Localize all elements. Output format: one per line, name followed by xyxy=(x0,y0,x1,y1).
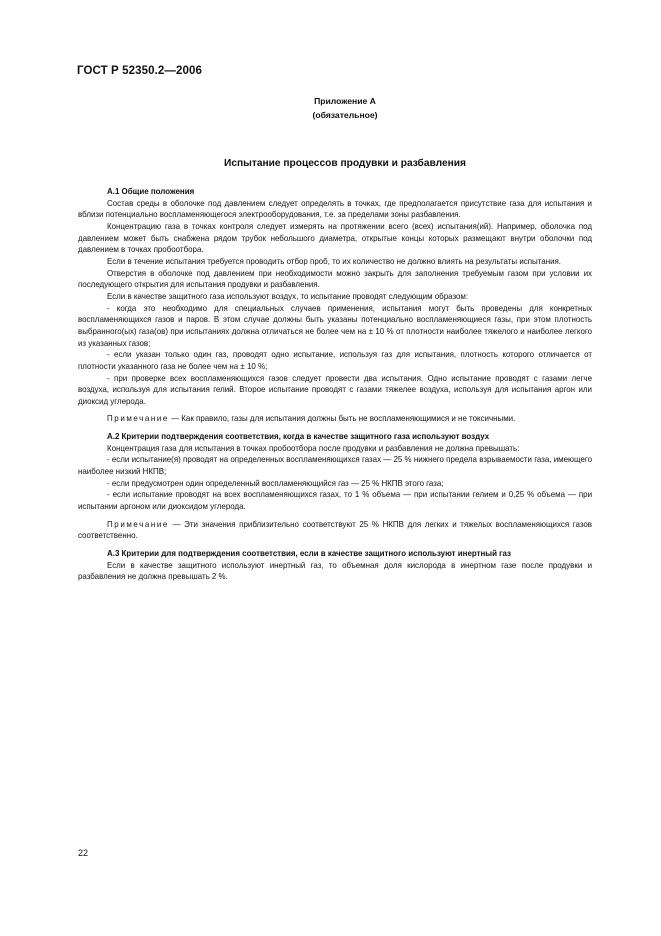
a1-paragraph: Состав среды в оболочке под давлением следует определять в точках, где предполагается присутствие газа для испытания и вблизи потенциально воспламеняющегося электрооборудования, т.е. за пределами зоны разбавления. xyxy=(78,198,592,220)
appendix-title: Приложение А xyxy=(314,96,376,106)
a2-list-item: - если испытание(я) проводят на определенных воспламеняющихся газах — 25 % нижнего предела взрываемости газа, имеющего наиболее низкий НКПВ; xyxy=(78,455,592,477)
a3-paragraph: Если в качестве защитного используют инертный газ, то объемная доля кислорода в инертном газе после продувки и разбавления не должна превышать 2 %. xyxy=(78,560,592,582)
appendix-status: (обязательное) xyxy=(312,110,378,120)
document-body xyxy=(78,186,592,583)
a1-list-item: - если указан только один газ, проводят одно испытание, используя газ для испытания, плотность которого отличается от плотности указанного газа не более чем на ± 10 %; xyxy=(78,350,592,371)
section-title: Испытание процессов продувки и разбавления xyxy=(224,158,466,169)
a1-paragraph: Концентрацию газа в точках контроля следует измерять на протяжении всего (всех) испытания(ий). Например, оболочка под давлением может быть снабжена рядом трубок небольшого диаметра, открытые концы которых размещают внутри оболочки под давлением в точках пробоотбора. xyxy=(78,221,592,255)
a2-list-item: - если испытание проводят на всех воспламеняющихся газах, то 1 % объема — при испытании гелием и 0,25 % объема — при испытании аргоном или диоксидом углерода. xyxy=(78,490,592,512)
a1-paragraph: Если в качестве защитного газа используют воздух, то испытание проводят следующим образом: xyxy=(107,291,469,301)
a1-note xyxy=(78,413,592,425)
a2-heading: А.2 Критерии подтверждения соответствия, когда в качестве защитного газа используют воздух xyxy=(107,432,490,442)
a1-paragraph: Если в течение испытания требуется проводить отбор проб, то их количество не должно влиять на результаты испытания. xyxy=(107,256,562,266)
appendix-heading xyxy=(200,94,490,122)
a1-list-item: - при проверке всех воспламеняющихся газов следует провести два испытания. Одно испытание проводят с газами легче воздуха, используя для испытания гелий. Второе испытание проводят с газами тяжелее воздуха, используя для испытания аргон или диоксид углерода. xyxy=(78,373,592,406)
a2-paragraph: Концентрация газа для испытания в точках пробоотбора после продувки и разбавления не должна превышать: xyxy=(107,443,520,453)
a1-heading: А.1 Общие положения xyxy=(107,187,195,196)
note-label: Примечание xyxy=(107,414,169,424)
note-text: — Как правило, газы для испытания должны быть не воспламеняющимися и не токсичными. xyxy=(168,414,516,424)
page-number: 22 xyxy=(78,848,89,858)
a2-note xyxy=(78,519,592,542)
a2-list-item: - если предусмотрен один определенный воспламеняющийся газ — 25 % НКПВ этого газа; xyxy=(107,478,444,488)
a1-list-item: - когда это необходимо для специальных случаев применения, испытания могут быть проведены для конкретных воспламеняющихся газов и паров. В этом случае должны быть указаны потенциально воспламеняющиеся газы, при этом плотность выбранного(ых) газа(ов) при испытаниях должна отличаться не более чем на ± 10 % от плотности наиболее тяжелого и наиболее легкого из указанных газов; xyxy=(78,303,592,348)
standard-code: ГОСТ Р 52350.2—2006 xyxy=(77,65,202,77)
note-text: — Эти значения приблизительно соответствуют 25 % НКПВ для легких и тяжелых воспламеняющихся газов соответственно. xyxy=(78,519,592,541)
note-label: Примечание xyxy=(107,519,169,529)
a1-paragraph: Отверстия в оболочке под давлением при необходимости можно закрыть для заполнения требуемым газом при условии их последующего открытия для испытания продувки и разбавления. xyxy=(78,268,592,290)
a3-heading: А.3 Критерии для подтверждения соответствия, если в качестве защитного используют инертный газ xyxy=(107,549,511,559)
